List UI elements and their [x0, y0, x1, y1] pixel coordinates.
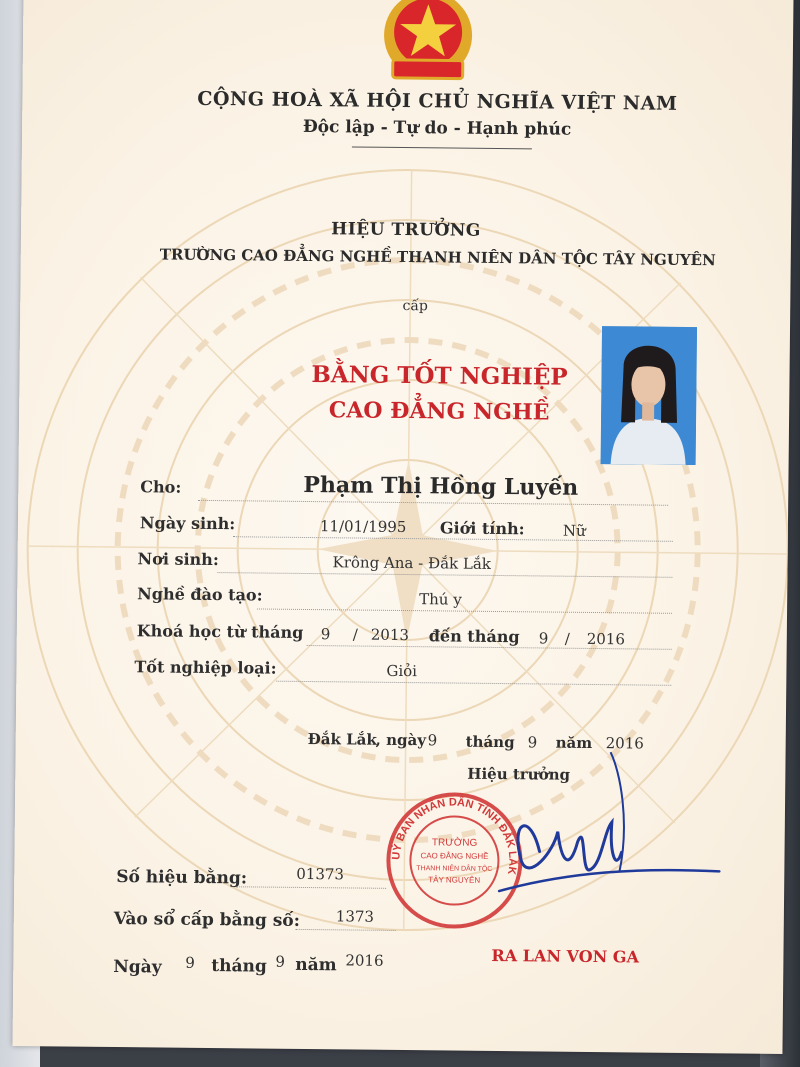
birthplace-label: Nơi sinh:	[137, 549, 219, 570]
diploma-title-line2: CAO ĐẲNG NGHỀ	[328, 397, 550, 426]
gender-label: Giới tính:	[439, 518, 525, 539]
portrait-photo	[601, 326, 697, 465]
course-from-slash: /	[352, 625, 358, 644]
registry-day: 9	[185, 953, 195, 972]
rank-label: Tốt nghiệp loại:	[134, 657, 277, 678]
recipient-name: Phạm Thị Hồng Luyến	[303, 471, 579, 501]
issue-month-label: tháng	[465, 732, 515, 752]
course-label: Khoá học từ tháng	[136, 621, 304, 642]
issue-day: 9	[427, 731, 438, 750]
seal-line2: CAO ĐẲNG NGHỀ	[420, 851, 489, 861]
dob-label: Ngày sinh:	[139, 513, 236, 534]
registry-date-label: Ngày	[113, 956, 162, 978]
course-from-year: 2013	[370, 625, 410, 645]
motto: Độc lập - Tự do - Hạnh phúc	[302, 116, 572, 140]
course-to-slash: /	[564, 629, 570, 648]
portrait-icon	[601, 326, 697, 465]
issue-place: Đắk Lắk	[307, 730, 377, 749]
dob-value: 11/01/1995	[319, 517, 407, 537]
for-label: Cho:	[140, 477, 182, 497]
serial-label: Số hiệu bằng:	[116, 867, 248, 889]
seal-ring-text: UỶ BAN NHÂN DÂN TỈNH ĐẮK LẮK	[390, 796, 519, 876]
issuer-title: HIỆU TRƯỞNG	[331, 219, 481, 241]
birthplace-value: Krông Ana - Đắk Lắk	[332, 553, 492, 573]
school-name: TRƯỜNG CAO ĐẲNG NGHỀ THANH NIÊN DÂN TỘC TÂY NGUYÊN	[159, 245, 716, 270]
book-label: Vào sổ cấp bằng số:	[113, 908, 301, 931]
issue-year-label: năm	[555, 733, 593, 752]
principal-signature	[469, 731, 731, 934]
course-to-month: 9	[538, 629, 549, 648]
signer-name: RA LAN VON GA	[491, 945, 640, 967]
issue-month: 9	[527, 733, 538, 752]
issue-year: 2016	[605, 734, 644, 753]
course-from-month: 9	[320, 625, 331, 644]
rank-value: Giỏi	[386, 661, 418, 681]
trade-value: Thú y	[419, 590, 462, 609]
grants-text: cấp	[402, 297, 429, 315]
registry-year: 2016	[345, 951, 384, 970]
course-to-label: đến tháng	[428, 626, 520, 647]
national-emblem-icon	[363, 0, 494, 89]
registry-month: 9	[275, 952, 286, 971]
issue-day-label: , ngày	[375, 730, 427, 750]
serial-value: 01373	[296, 864, 345, 884]
trade-label: Nghề đào tạo:	[137, 584, 263, 605]
gender-value: Nữ	[562, 521, 586, 540]
diploma-title-line1: BẰNG TỐT NGHIỆP	[311, 361, 568, 391]
diploma-sheet	[12, 0, 793, 1054]
seal-line4: TÂY NGUYÊN	[428, 875, 481, 885]
seal-line3: THANH NIÊN DÂN TỘC	[416, 865, 493, 873]
book-value: 1373	[335, 907, 375, 926]
course-to-year: 2016	[586, 629, 626, 649]
country-name: CỘNG HOÀ XÃ HỘI CHỦ NGHĨA VIỆT NAM	[197, 87, 678, 115]
registry-month-label: tháng	[211, 956, 267, 977]
seal-line1: TRƯỜNG	[431, 837, 478, 849]
registry-year-label: năm	[295, 954, 337, 976]
principal-role: Hiệu trưởng	[467, 764, 571, 784]
